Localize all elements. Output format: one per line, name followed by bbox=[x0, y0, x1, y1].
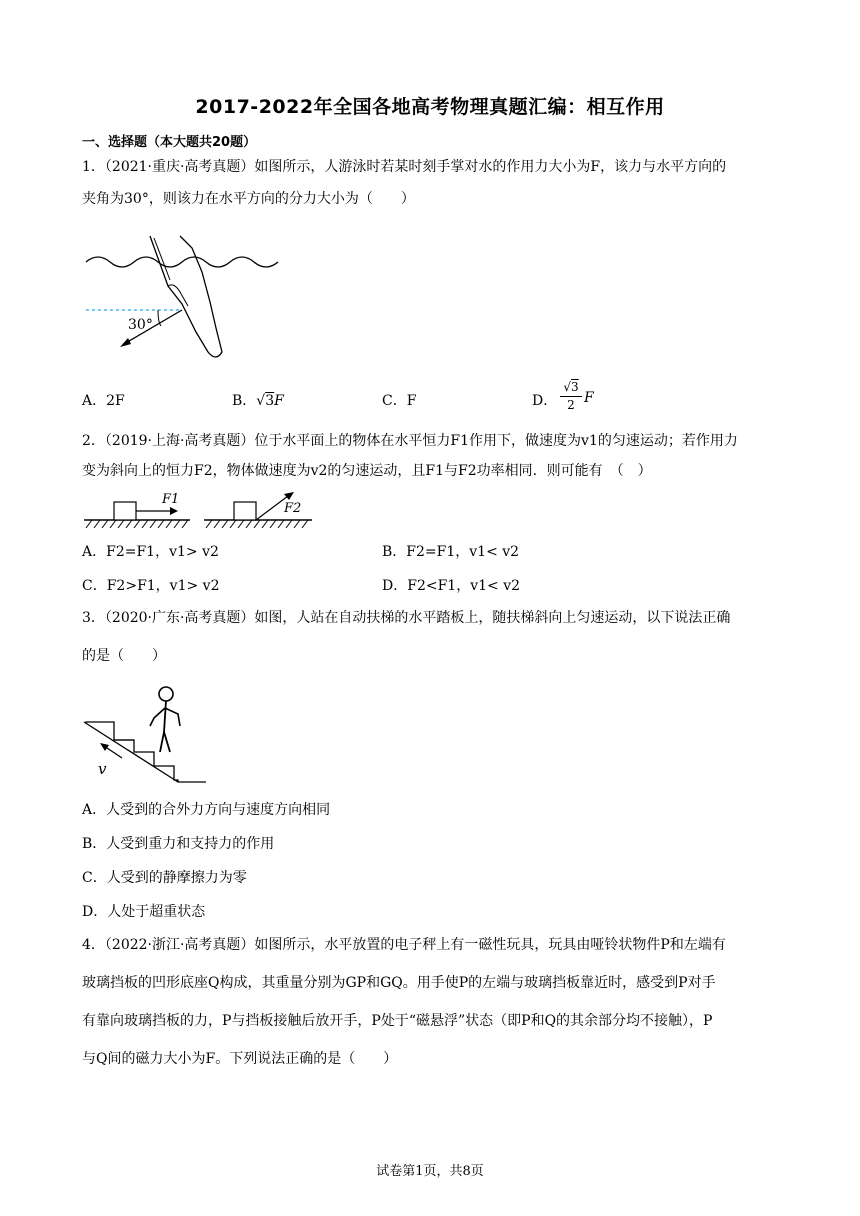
q1-angle-label: 30° bbox=[128, 317, 153, 333]
q2-option-b: B．F2=F1，v1< v2 bbox=[382, 544, 520, 560]
q1-stem-line2: 夹角为30°，则该力在水平方向的分力大小为（ ） bbox=[82, 191, 415, 207]
section-heading: 一、选择题（本大题共20题） bbox=[82, 135, 257, 150]
q3-option-d: D．人处于超重状态 bbox=[82, 904, 206, 920]
q1-swimmer-figure bbox=[84, 232, 284, 372]
q3-velocity-label: v bbox=[98, 760, 107, 778]
q1-option-b-prefix: B． bbox=[232, 393, 257, 409]
q3-option-b: B．人受到重力和支持力的作用 bbox=[82, 836, 275, 852]
q3-stem-line2: 的是（ ） bbox=[82, 648, 166, 664]
q2-f1-label: F1 bbox=[162, 492, 180, 507]
q2-force-figure bbox=[84, 488, 316, 532]
q1-option-d-numerator: 3 bbox=[571, 380, 579, 394]
fraction-bar bbox=[560, 396, 582, 397]
q4-stem-line3: 有靠向玻璃挡板的力，P与挡板接触后放开手，P处于“磁悬浮”状态（即P和Q的其余部分均不接触），P bbox=[82, 1013, 713, 1029]
q3-option-c: C．人受到的静摩擦力为零 bbox=[82, 870, 247, 886]
q3-stem-line1: 3．（2020·广东·高考真题）如图，人站在自动扶梯的水平踏板上，随扶梯斜向上匀速运动，以下说法正确 bbox=[82, 610, 731, 626]
q1-option-b bbox=[232, 390, 284, 410]
q1-option-d-prefix: D． bbox=[532, 393, 558, 409]
q2-stem-line1: 2．（2019·上海·高考真题）位于水平面上的物体在水平恒力F1作用下，做速度为v1的匀速运动；若作用力 bbox=[82, 433, 738, 449]
q1-option-d-suffix: F bbox=[584, 390, 594, 406]
sqrt-symbol: √ bbox=[256, 393, 266, 409]
q3-escalator-figure bbox=[84, 682, 214, 788]
q1-stem-line1: 1．（2021·重庆·高考真题）如图所示，人游泳时若某时刻手掌对水的作用力大小为F，该力与水平方向的 bbox=[82, 159, 727, 175]
q1-option-b-radicand: 3 bbox=[265, 393, 275, 409]
q1-option-b-suffix: F bbox=[274, 393, 284, 409]
q1-option-d-denominator: 2 bbox=[567, 398, 575, 412]
page-footer: 试卷第1页，共8页 bbox=[376, 1164, 484, 1179]
q4-stem-line4: 与Q间的磁力大小为F。下列说法正确的是（ ） bbox=[82, 1051, 398, 1067]
q4-stem-line2: 玻璃挡板的凹形底座Q构成，其重量分别为GP和GQ。用手使P的左端与玻璃挡板靠近时，感受到P对手 bbox=[82, 975, 716, 991]
q3-option-a: A．人受到的合外力方向与速度方向相同 bbox=[82, 802, 331, 818]
q1-option-a: A．2F bbox=[82, 393, 125, 409]
q4-stem-line1: 4．（2022·浙江·高考真题）如图所示，水平放置的电子秤上有一磁性玩具，玩具由哑铃状物件P和左端有 bbox=[82, 937, 726, 953]
page-title: 2017-2022年全国各地高考物理真题汇编：相互作用 bbox=[195, 96, 665, 118]
q2-option-a: A．F2=F1，v1> v2 bbox=[82, 544, 219, 560]
q2-stem-line2: 变为斜向上的恒力F2，物体做速度为v2的匀速运动，且F1与F2功率相同．则可能有 （ ） bbox=[82, 463, 652, 479]
q2-option-c: C．F2>F1，v1> v2 bbox=[82, 578, 220, 594]
q2-option-d: D．F2<F1，v1< v2 bbox=[382, 578, 521, 594]
sqrt-symbol: √ bbox=[563, 380, 571, 394]
q2-f2-label: F2 bbox=[284, 501, 302, 516]
q1-option-c: C．F bbox=[382, 393, 417, 409]
